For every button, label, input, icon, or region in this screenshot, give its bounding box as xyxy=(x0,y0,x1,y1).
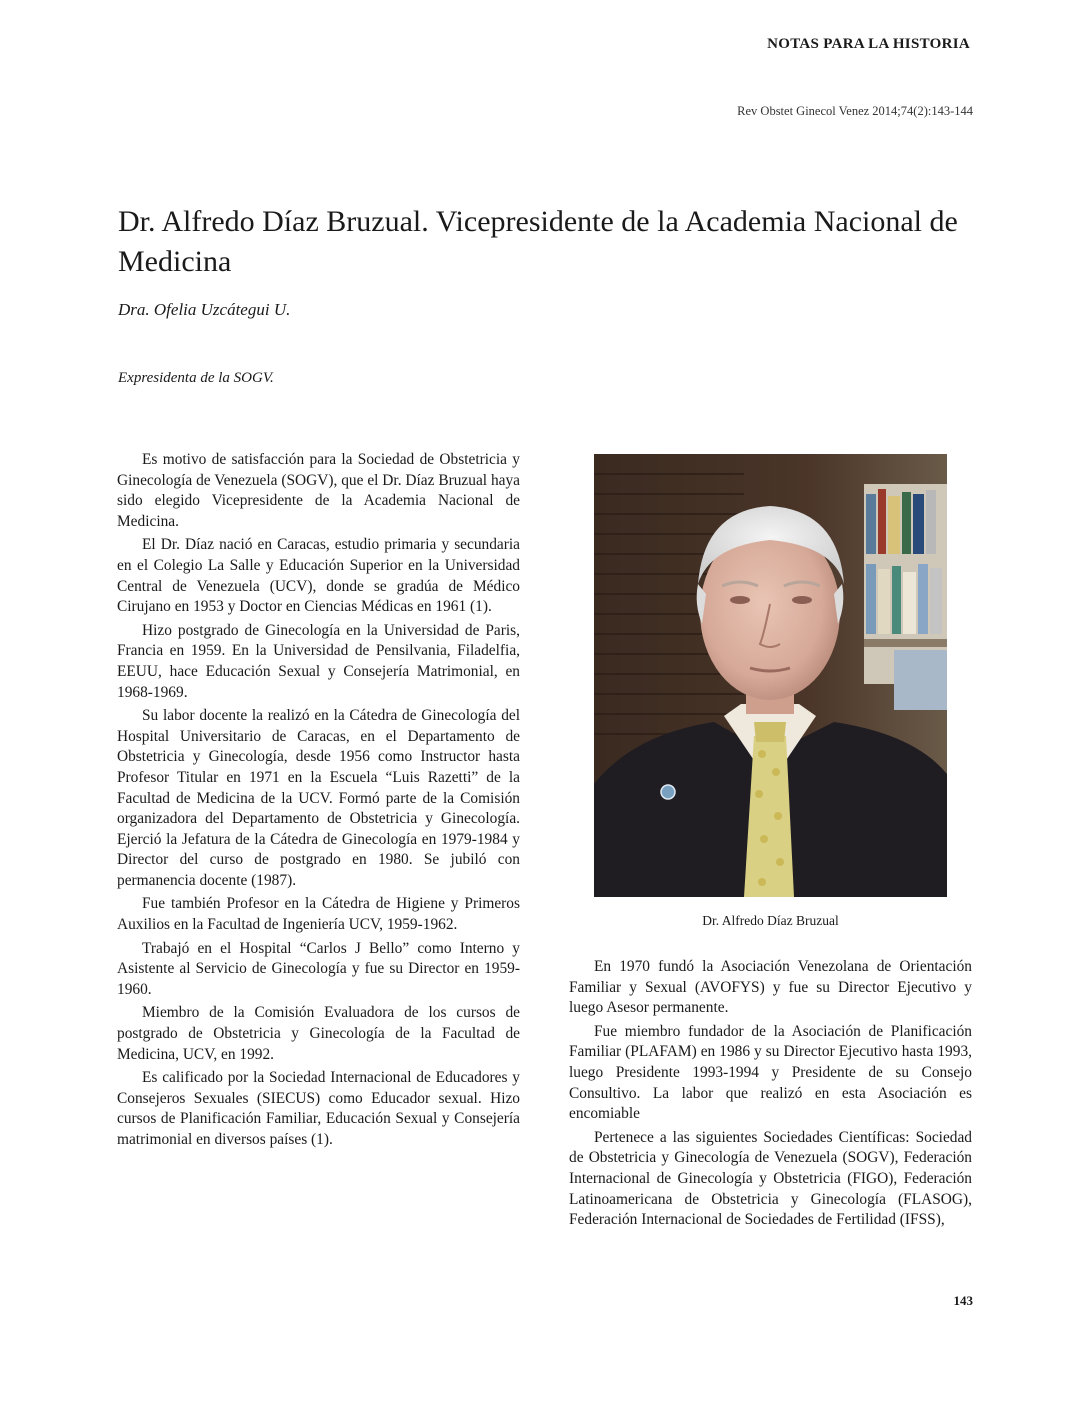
paragraph: Es motivo de satisfacción para la Sociedad de Obstetricia y Ginecología de Venezuela (SOGV), que el Dr. Díaz Bruzual haya sido elegido Vicepresidente de la Academia Nacional de Medicina. xyxy=(117,451,520,530)
section-label: NOTAS PARA LA HISTORIA xyxy=(767,36,970,52)
paragraph: Su labor docente la realizó en la Cátedra de Ginecología del Hospital Universitario de Caracas, en el Departamento de Obstetricia y Ginecología, desde 1956 como Instructor hasta Profesor Titular en 1971 en la Escuela “Luis Razetti” de la Facultad de Medicina de la UCV. Formó parte de la Comisión organizadora del Departamento de Obstetricia y Ginecología. Ejerció la Jefatura de la Cátedra de Ginecología en 1979-1984 y Director del curso de postgrado en 1980. Se jubiló con permanencia docente (1987). xyxy=(117,707,520,889)
paragraph: El Dr. Díaz nació en Caracas, estudio primaria y secundaria en el Colegio La Salle y Educación Superior en la Universidad Central de Venezuela (UCV), donde se gradúa de Médico Cirujano en 1953 y Doctor en Ciencias Médicas en 1961 (1). xyxy=(117,536,520,616)
paragraph: Pertenece a las siguientes Sociedades Científicas: Sociedad de Obstetricia y Ginecología de Venezuela (SOGV), Federación Internacional de Ginecología y Obstetricia (FIGO), Federación Latinoamericana de Obstetricia y Ginecología (FLASOG), Federación Internacional de Sociedades de Fertilidad (IFSS), xyxy=(569,1128,972,1229)
portrait-photo xyxy=(594,454,947,897)
author-affiliation: Expresidenta de la SOGV. xyxy=(118,370,274,386)
paragraph: En 1970 fundó la Asociación Venezolana de Orientación Familiar y Sexual (AVOFYS) y fue su Director Ejecutivo y luego Asesor permanente. xyxy=(569,958,972,1017)
right-column xyxy=(569,957,972,1234)
article-author: Dra. Ofelia Uzcátegui U. xyxy=(118,300,291,319)
paragraph: Trabajó en el Hospital “Carlos J Bello” como Interno y Asistente al Servicio de Ginecología y fue su Director en 1959-1960. xyxy=(117,939,520,998)
photo-caption: Dr. Alfredo Díaz Bruzual xyxy=(702,913,839,928)
paragraph: Miembro de la Comisión Evaluadora de los cursos de postgrado de Obstetricia y Ginecología de la Facultad de Medicina, UCV, en 1992. xyxy=(117,1004,520,1063)
page-number: 143 xyxy=(953,1293,973,1308)
journal-citation: Rev Obstet Ginecol Venez 2014;74(2):143-144 xyxy=(737,104,973,118)
paragraph: Fue también Profesor en la Cátedra de Higiene y Primeros Auxilios en la Facultad de Ingeniería UCV, 1959-1962. xyxy=(117,895,520,934)
article-title: Dr. Alfredo Díaz Bruzual. Vicepresidente de la Academia Nacional de Medicina xyxy=(118,205,958,278)
paragraph: Hizo postgrado de Ginecología en la Universidad de Paris, Francia en 1959. En la Universidad de Pensilvania, Filadelfia, EEUU, hace Educación Sexual y Consejería Matrimonial, en 1968-1969. xyxy=(117,621,520,701)
left-column xyxy=(117,450,520,1154)
paragraph: Es calificado por la Sociedad Internacional de Educadores y Consejeros Sexuales (SIECUS) como Educador sexual. Hizo cursos de Planificación Familiar, Educación Sexual y Consejería matrimonial en diversos países (1). xyxy=(117,1069,520,1148)
paragraph: Fue miembro fundador de la Asociación de Planificación Familiar (PLAFAM) en 1986 y su Director Ejecutivo hasta 1993, luego Presidente 1993-1994 y Presidente de su Consejo Consultivo. La labor que realizó en esta Asociación es encomiable xyxy=(569,1022,972,1123)
